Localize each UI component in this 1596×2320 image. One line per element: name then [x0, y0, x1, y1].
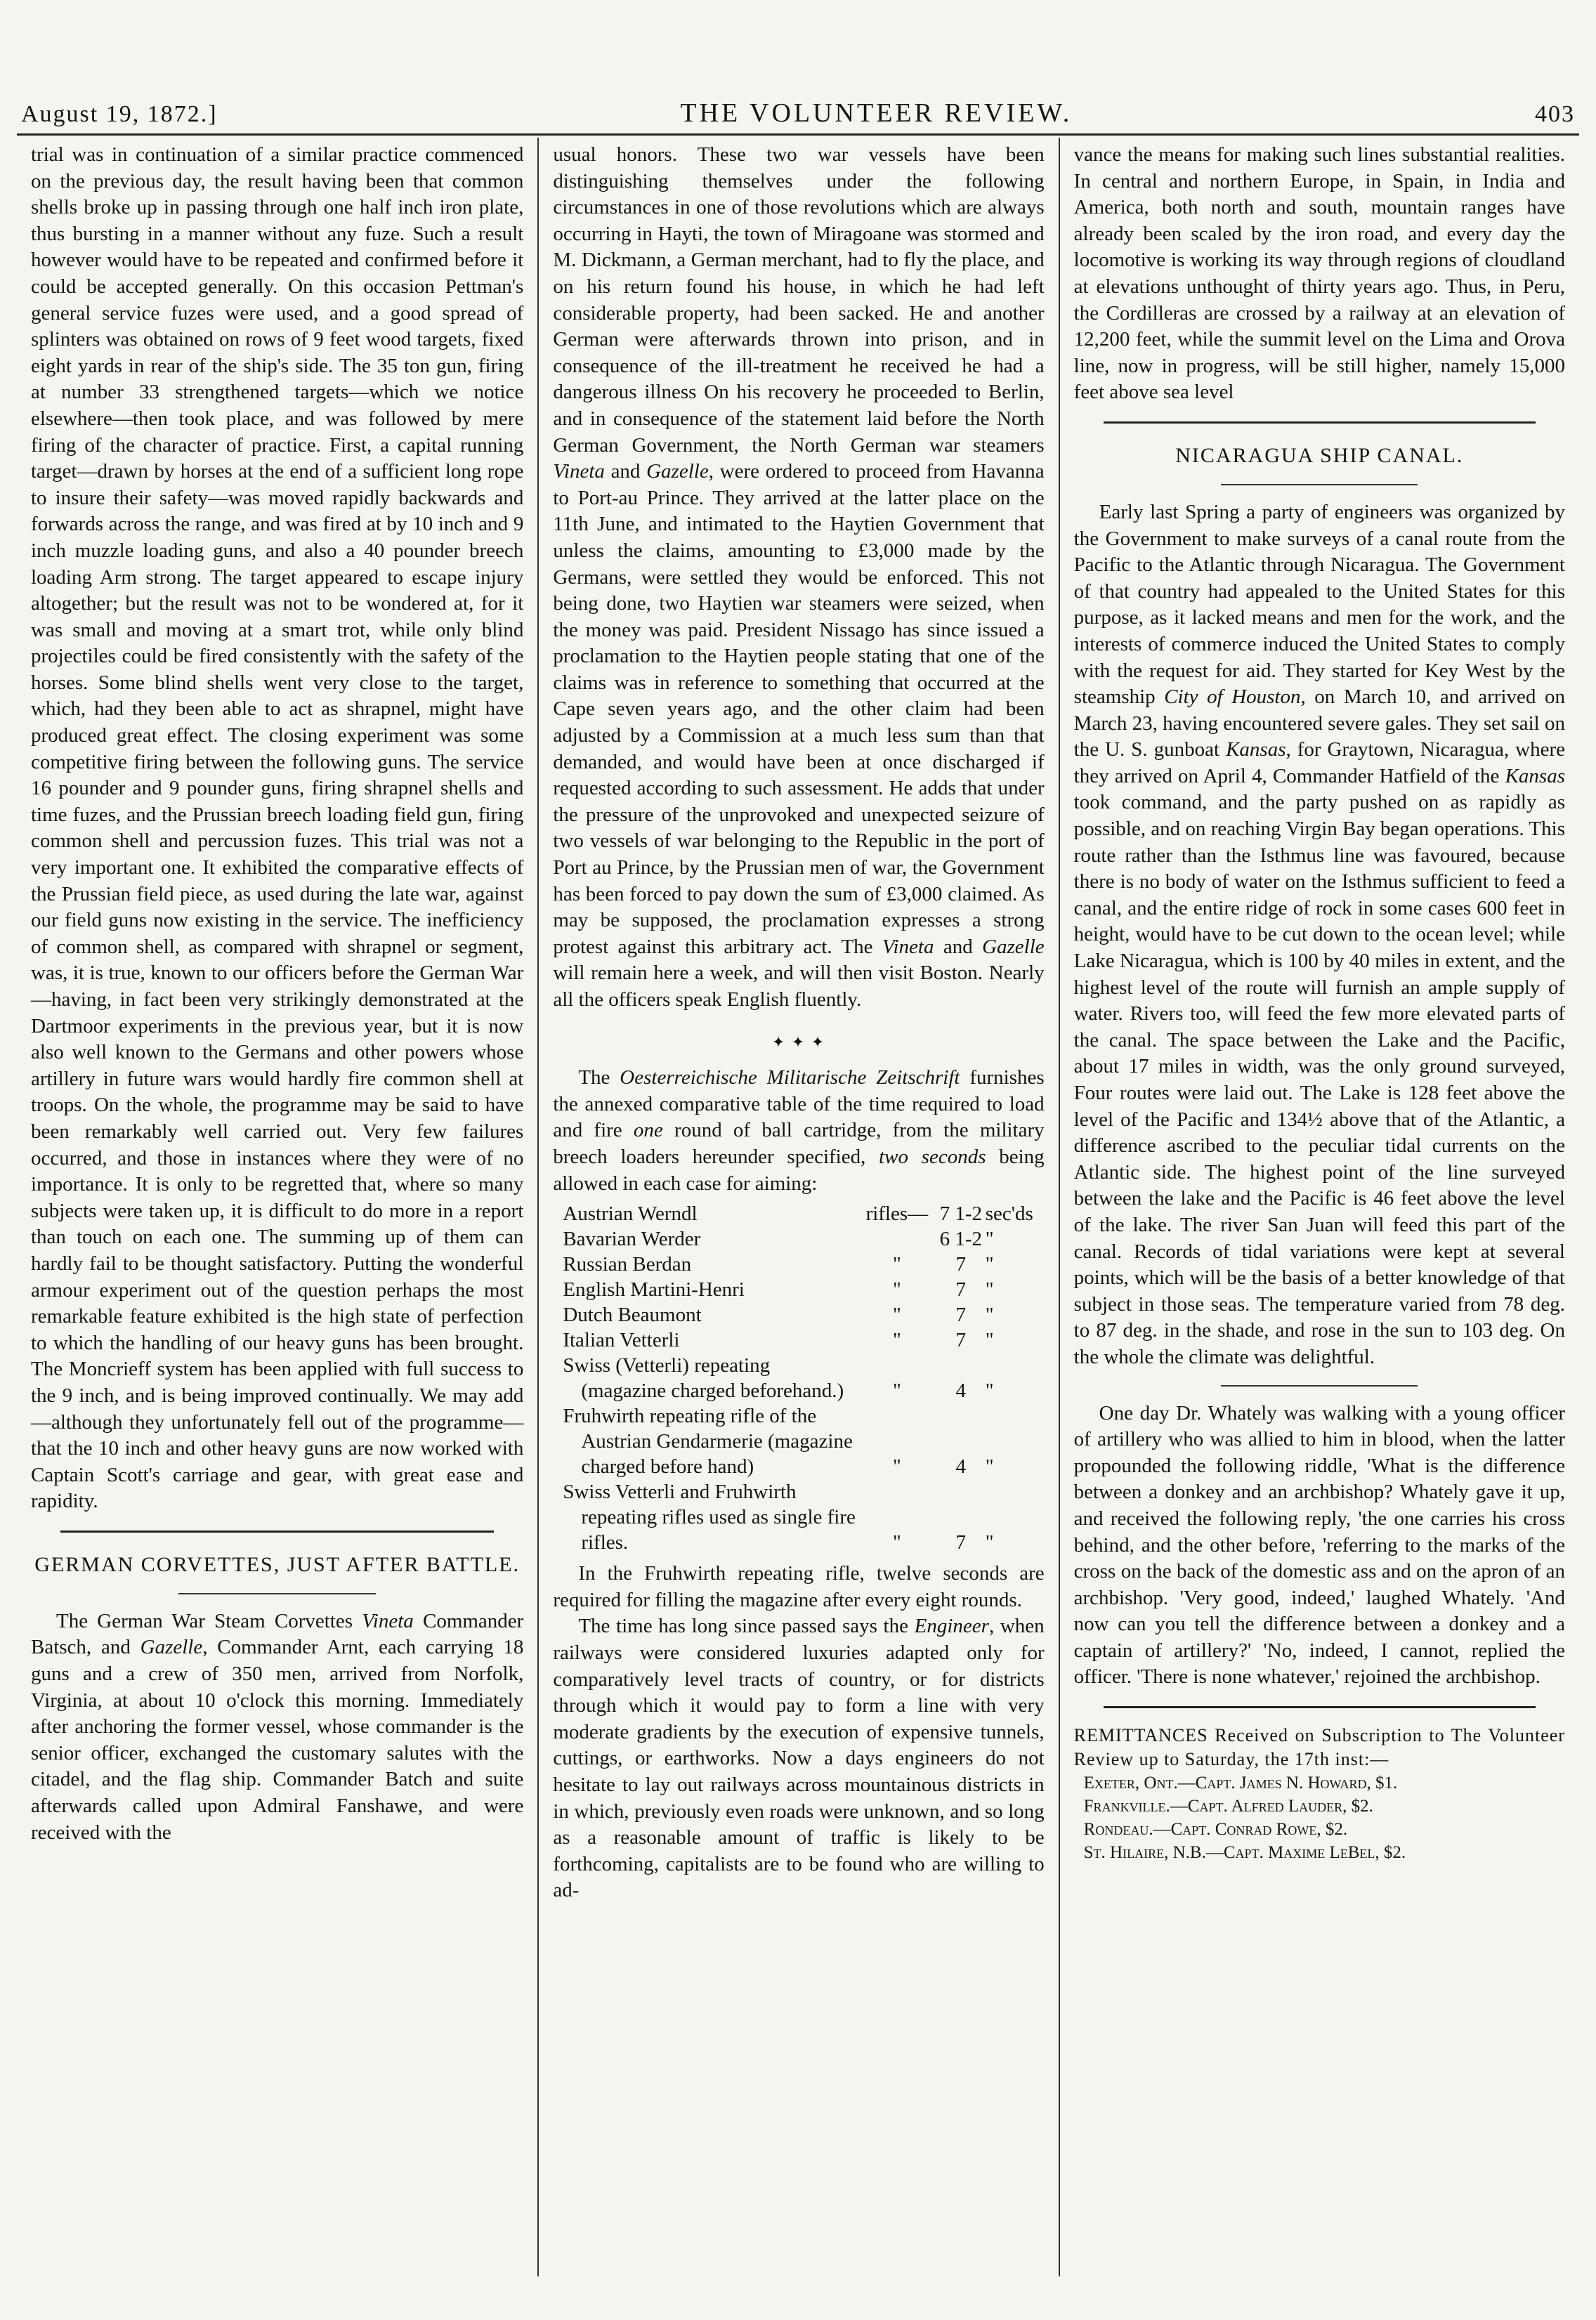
mountain-railways-text: The time has long since passed says the Engineer, when railways were considered luxuries adapted only for comparatively level tracts of country, or for districts through which it would pay to form a line with very moderate gradients by the execution of expensive tunnels, cuttings, or earthworks. Now a days engineers do not hesitate to lay out railways across mountainous districts in in which, previously even roads were unknown, and so long as a reasonable amount of traffic is likely to be forthcoming, capitalists are to be found who are willing to ad-	[553, 1615, 1045, 1902]
rifle-name: Bavarian Werder	[563, 1228, 701, 1251]
rifle-name: Italian Vetterli	[563, 1329, 680, 1352]
heading-rule	[1221, 484, 1418, 485]
rifle-row	[553, 1252, 1044, 1277]
remittance-item: Rondeau.—Capt. Conrad Rowe, $2.	[1083, 1820, 1348, 1840]
rifle-row	[553, 1277, 1044, 1302]
rifle-seconds-unit: "	[985, 1379, 994, 1403]
rifle-unit: "	[892, 1304, 901, 1327]
issue-date: August 19, 1872.]	[21, 101, 218, 127]
section-rule	[1104, 421, 1536, 424]
mountain-railways-continued: vance the means for making such lines substantial realities. In central and northern Europe, in Spain, in India and America, both north and south, mountain ranges have already been scaled by the iron road, and every day the locomotive is working its way through regions of cloudland at elevations unthought of thirty years ago. Thus, in Peru, the Cordilleras are crossed by a railway at an elevation of 12,200 feet, while the summit level on the Lima and Orova line, now in progress, will be still higher, namely 15,000 feet above sea level	[1073, 143, 1565, 404]
rifle-seconds: 7	[955, 1278, 967, 1302]
rifle-row	[553, 1302, 1044, 1328]
column-2	[537, 138, 1058, 2276]
rifle-row	[553, 1353, 1044, 1403]
artillery-trial-text: trial was in continuation of a similar practice commenced on the previous day, the result having been that common shells broke up in passing through one half inch iron plate, thus bursting in a manner without any fuze. Such a result however would have to be repeated and confirmed before it could be accepted generally. On this occasion Pettman's general service fuzes were used, and a good spread of splinters was obtained on rows of 9 feet wood targets, fixed eight yards in rear of the ship's side. The 35 ton gun, firing at number 33 strengthened targets—which we notice elsewhere—then took place, and was followed by mere firing of the character of practice. First, a capital running target—drawn by horses at the end of a sufficient long rope to insure their safety—was moved rapidly backwards and forwards across the range, and was fired at by 10 inch and 9 inch muzzle loading guns, and also a 40 pounder breech loading Arm strong. The target appeared to escape injury altogether; but the result was not to be wondered at, for it was small and moving at a smart trot, while only blind projectiles could be fired consistently with the safety of the horses. Some blind shells went very close to the target, which, had they been able to act as shrapnel, might have produced great effect. The closing experiment was some competitive firing between the following guns. The service 16 pounder and 9 pounder guns, firing shrapnel shells and time fuzes, and the Prussian breech loading field gun, firing common shell and percussion fuzes. This trial was not a very important one. It exhibited the comparative effects of the Prussian field piece, as used during the late war, against our field guns now existing in the service. The inefficiency of common shell, as compared with shrapnel or segment, was, it is true, known to our officers before the German War—having, in fact been very strikingly demonstrated at the Dartmoor experiments in the previous year, but it is now also well known to the Germans and other powers whose artillery in future wars would hardly fire common shell at troops. On the whole, the programme may be said to have been remarkably well carried out. Very few failures occurred, and those in instances where they were of no importance. It is only to be regretted that, where so many subjects were taken up, it is difficult to do more in a report than touch on each one. The summing up of them can hardly fail to be thought satisfactory. Putting the wonderful armour experiment out of the question perhaps the most remarkable feature exhibited is the high state of perfection to which the handling of our heavy guns has been brought. The Moncrieff system has been applied with full success to the 9 inch, and is being improved continually. We may add—although they unfortunately fell out of the programme—that the 10 inch and other heavy guns are now worked with Captain Scott's carriage and gear, with great ease and rapidity.	[31, 143, 524, 1513]
rifle-seconds: 7	[955, 1329, 967, 1352]
haytien-affair-text: usual honors. These two war vessels have been distinguishing themselves under the following circumstances in one of those revolutions which are always occurring in Hayti, the town of Miragoane was stormed and M. Dickmann, a German merchant, had to fly the place, and on his return found his house, in which he had left considerable property, had been sacked. He and another German were afterwards thrown into prison, and in consequence of the ill-treatment he received he had a dangerous illness On his recovery he proceeded to Berlin, and in consequence of the statement laid before the North German Government, the North German war steamers Vineta and Gazelle, were ordered to proceed from Havanna to Port-au Prince. They arrived at the latter place on the 11th June, and intimated to the Haytien Government that unless the claims, amounting to £3,000 made by the Germans, were settled they would be enforced. This not being done, two Haytien war steamers were seized, when the money was paid. President Nissago has since issued a proclamation to the Haytien people stating that one of the claims was in reference to something that occurred at the Cape seven years ago, and the other claim had been adjusted by a Commission at a much less sum than that demanded, and would have been at once discharged if requested according to such assessment. He adds that under the pressure of the unprovoked and unexpected seizure of two vessels of war belonging to the Republic in the port of Port au Prince, by the Prussian men of war, the Government has been forced to pay down the sum of £3,000 claimed. As may be supposed, the proclamation expresses a strong protest against this arbitrary act. The Vineta and Gazelle will remain here a week, and will then visit Boston. Nearly all the officers speak English fluently.	[553, 143, 1045, 1011]
page-number: 403	[1534, 101, 1575, 127]
rifle-name: Fruhwirth repeating rifle of the Austrian Gendarmerie (magazine charged before hand)	[563, 1405, 853, 1479]
rifle-unit: "	[892, 1455, 901, 1479]
publication-title: THE VOLUNTEER REVIEW.	[680, 98, 1073, 128]
rifle-seconds-unit: "	[985, 1278, 994, 1302]
column-1	[17, 138, 537, 2276]
rifle-loading-table	[553, 1201, 1044, 1555]
rifle-unit: "	[892, 1329, 901, 1352]
nicaragua-canal-heading: NICARAGUA SHIP CANAL.	[1175, 443, 1464, 467]
rifle-name: Russian Berdan	[563, 1253, 692, 1276]
section-rule	[60, 1531, 494, 1533]
text-columns	[17, 138, 1579, 2276]
remittance-item: Frankville.—Capt. Alfred Lauder, $2.	[1083, 1797, 1373, 1816]
rifle-unit: rifles—	[865, 1202, 929, 1226]
remittance-list	[1074, 1771, 1565, 1864]
rifle-seconds: 6 1-2	[939, 1228, 982, 1251]
rifle-seconds: 7 1-2	[939, 1202, 982, 1226]
rifle-unit: "	[892, 1278, 901, 1302]
rifle-seconds: 4	[955, 1455, 967, 1479]
remittance-item: Exeter, Ont.—Capt. James N. Howard, $1.	[1083, 1774, 1398, 1793]
heading-rule	[178, 1593, 376, 1594]
rifle-row	[553, 1403, 1044, 1479]
rifle-seconds-unit: sec'ds	[985, 1202, 1033, 1226]
rifle-name: English Martini-Henri	[563, 1278, 745, 1302]
header-rule	[17, 133, 1579, 136]
section-rule	[1221, 1385, 1418, 1387]
rifle-name: Swiss (Vetterli) repeating (magazine charged beforehand.)	[563, 1354, 844, 1403]
nicaragua-canal-text: Early last Spring a party of engineers was organized by the Government to make surveys of a canal route from the Pacific to the Atlantic through Nicaragua. The Government of that country had appealed to the United States for this purpose, as it lacked means and men for the work, and the interests of commerce induced the United States to comply with the request for aid. They started for Key West by the steamship City of Houston, on March 10, and arrived on March 23, having encountered severe gales. They set sail on the U. S. gunboat Kansas, for Graytown, Nicaragua, where they arrived on April 4, Commander Hatfield of the Kansas took command, and the party pushed on as rapidly as possible, and on reaching Virgin Bay began operations. This route rather than the Isthmus line was favoured, because there is no body of water on the Isthmus sufficient to feed a canal, and the entire ridge of rock in some cases 600 feet in height, would have to be cut down to the ocean level; while Lake Nicaragua, which is 100 by 40 miles in extent, and the highest level of the route will furnish an ample supply of water. Rivers too, will feed the few more elevated parts of the canal. The space between the Lake and the Pacific, about 17 miles in width, was the only ground surveyed, Four routes were laid out. The Lake is 128 feet above the level of the Pacific and 134½ above that of the Atlantic, a difference ascribed to the peculiar tidal currents on the Atlantic side. The highest point of the line surveyed between the lake and the Pacific is 46 feet above the level of the lake. The river San Juan will feed this part of the canal. Records of tidal variations were kept at several points, which will be the basis of a better knowledge of that subject in those seas. The temperature varied from 78 deg. to 87 deg. in the shade, and rose in the sun to 103 deg. On the whole the climate was delightful.	[1073, 500, 1565, 1368]
rifle-name: Austrian Werndl	[563, 1202, 698, 1226]
rifle-seconds: 4	[955, 1379, 967, 1403]
rifle-seconds-unit: "	[985, 1253, 994, 1276]
rifle-unit: "	[892, 1253, 901, 1276]
rifle-row	[553, 1328, 1044, 1353]
remittances-heading: REMITTANCES Received on Subscription to The Volunteer Review up to Saturday, the 17th inst:—	[1073, 1725, 1565, 1770]
rifle-seconds-unit: "	[985, 1304, 994, 1327]
fruhwirth-note: In the Fruhwirth repeating rifle, twelve seconds are required for filling the magazine after every eight rounds.	[553, 1562, 1045, 1611]
whately-anecdote: One day Dr. Whately was walking with a young officer of artillery who was allied to him in blood, when the latter propounded the following riddle, 'What is the difference between a donkey and an archbishop? Whately gave it up, and received the following reply, 'the one carries his cross behind, and the other before, 'referring to the marks of the cross on the back of the domestic ass and on the apron of an archbishop. 'Very good, indeed,' laughed Whately. 'And now can you tell the difference between a donkey and a captain of artillery?' 'No, indeed, I cannot, replied the officer. 'There is none whatever,' rejoined the archbishop.	[1073, 1401, 1565, 1689]
rifle-row	[553, 1201, 1044, 1226]
remittance-item: St. Hilaire, N.B.—Capt. Maxime LeBel, $2.	[1083, 1843, 1406, 1863]
rifle-seconds-unit: "	[985, 1531, 994, 1554]
rifle-unit: "	[892, 1379, 901, 1403]
rifle-unit: "	[892, 1531, 901, 1554]
rifle-seconds: 7	[955, 1531, 967, 1554]
rifle-seconds: 7	[955, 1253, 967, 1276]
ornamental-divider: ✦ ✦ ✦	[771, 1033, 826, 1051]
section-rule	[1104, 1706, 1536, 1708]
rifle-seconds-unit: "	[985, 1329, 994, 1352]
running-head	[21, 84, 1575, 126]
rifle-name: Swiss Vetterli and Fruhwirth repeating rifles used as single fire rifles.	[563, 1481, 856, 1554]
rifle-seconds-unit: "	[985, 1455, 994, 1479]
column-3	[1059, 138, 1579, 2276]
rifle-unit	[858, 1226, 936, 1252]
rifle-row	[553, 1479, 1044, 1555]
german-corvettes-heading: GERMAN CORVETTES, JUST AFTER BATTLE.	[34, 1552, 521, 1576]
rifle-seconds: 7	[955, 1304, 967, 1327]
rifle-name: Dutch Beaumont	[563, 1304, 702, 1327]
rifle-row	[553, 1226, 1044, 1252]
rifle-seconds-unit: "	[985, 1228, 994, 1251]
german-corvettes-text: The German War Steam Corvettes Vineta Commander Batsch, and Gazelle, Commander Arnt, each carrying 18 guns and a crew of 350 men, arrived from Norfolk, Virginia, at about 10 o'clock this morning. Immediately after anchoring the former vessel, whose commander is the senior officer, exchanged the customary salutes with the citadel, and the flag ship. Commander Batch and suite afterwards called upon Admiral Fanshawe, and were received with the	[31, 1609, 524, 1844]
breech-loaders-intro: The Oesterreichische Militarische Zeitschrift furnishes the annexed comparative table of the time required to load and fire one round of ball cartridge, from the military breech loaders hereunder specified, two seconds being allowed in each case for aiming:	[553, 1066, 1045, 1195]
